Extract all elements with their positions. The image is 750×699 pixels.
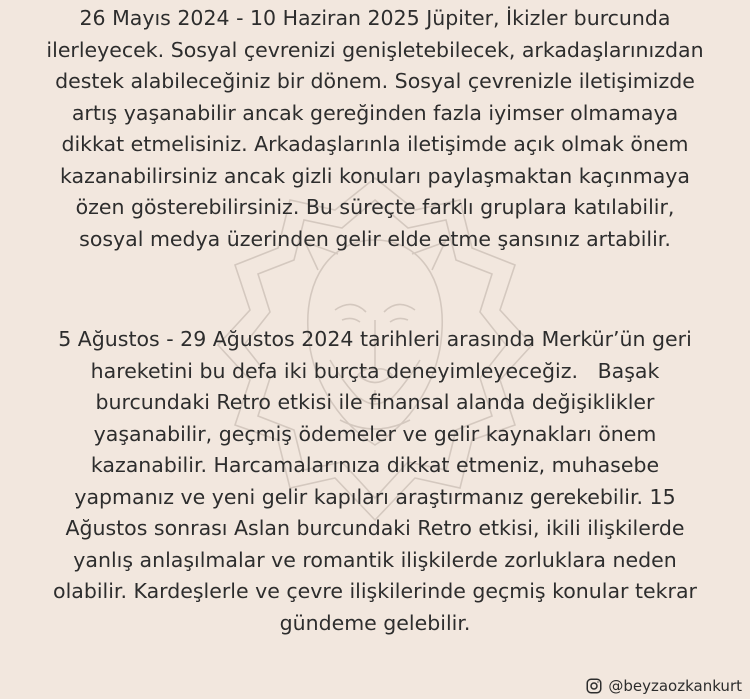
- text-line: sosyal medya üzerinden gelir elde etme şansınız artabilir.: [79, 226, 671, 251]
- text-line: yanlış anlaşılmalar ve romantik ilişkilerde zorluklara neden: [73, 547, 677, 572]
- text-line: artış yaşanabilir ancak gereğinden fazla iyimser olmamaya: [71, 100, 679, 125]
- text-line: Ağustos sonrası Aslan burcundaki Retro etkisi, ikili ilişkilerde: [65, 516, 685, 540]
- paragraph-mercury: [0, 324, 750, 639]
- text-line: kazanabilir. Harcamalarınıza dikkat etmeniz, muhasebe: [90, 453, 660, 477]
- text-line: gündeme gelebilir.: [279, 610, 471, 635]
- text-line: özen gösterebilirsiniz. Bu süreçte farklı gruplara katılabilir,: [75, 195, 675, 219]
- author-handle[interactable]: [585, 677, 742, 695]
- text-line: hareketini bu defa iki burçta deneyimleyeceğiz. Başak: [90, 358, 660, 383]
- text-line: dikkat etmelisiniz. Arkadaşlarınla iletişimde açık olmak önem: [61, 132, 689, 156]
- text-line: yapmanız ve yeni gelir kapıları araştırmanız gerekebilir. 15: [74, 484, 676, 509]
- text-line: olabilir. Kardeşlerle ve çevre ilişkilerinde geçmiş konular tekrar: [53, 579, 697, 603]
- text-line: 26 Mayıs 2024 - 10 Haziran 2025 Jüpiter, İkizler burcunda: [79, 6, 671, 30]
- text-line: kazanabilirsiniz ancak gizli konuları paylaşmaktan kaçınmaya: [60, 163, 690, 188]
- text-line: 5 Ağustos - 29 Ağustos 2024 tarihleri arasında Merkür’ün geri: [58, 327, 692, 351]
- handle-text: @beyzaozkankurt: [608, 677, 742, 695]
- paragraph-jupiter: [0, 3, 750, 255]
- text-line: yaşanabilir, geçmiş ödemeler ve gelir kaynakları önem: [93, 421, 657, 446]
- text-line: ilerleyecek. Sosyal çevrenizi genişletebilecek, arkadaşlarınızdan: [46, 37, 704, 62]
- instagram-icon: [585, 677, 603, 695]
- text-line: burcundaki Retro etkisi ile finansal alanda değişiklikler: [95, 390, 655, 414]
- text-line: destek alabileceğiniz bir dönem. Sosyal çevrenizle iletişimizde: [55, 69, 695, 93]
